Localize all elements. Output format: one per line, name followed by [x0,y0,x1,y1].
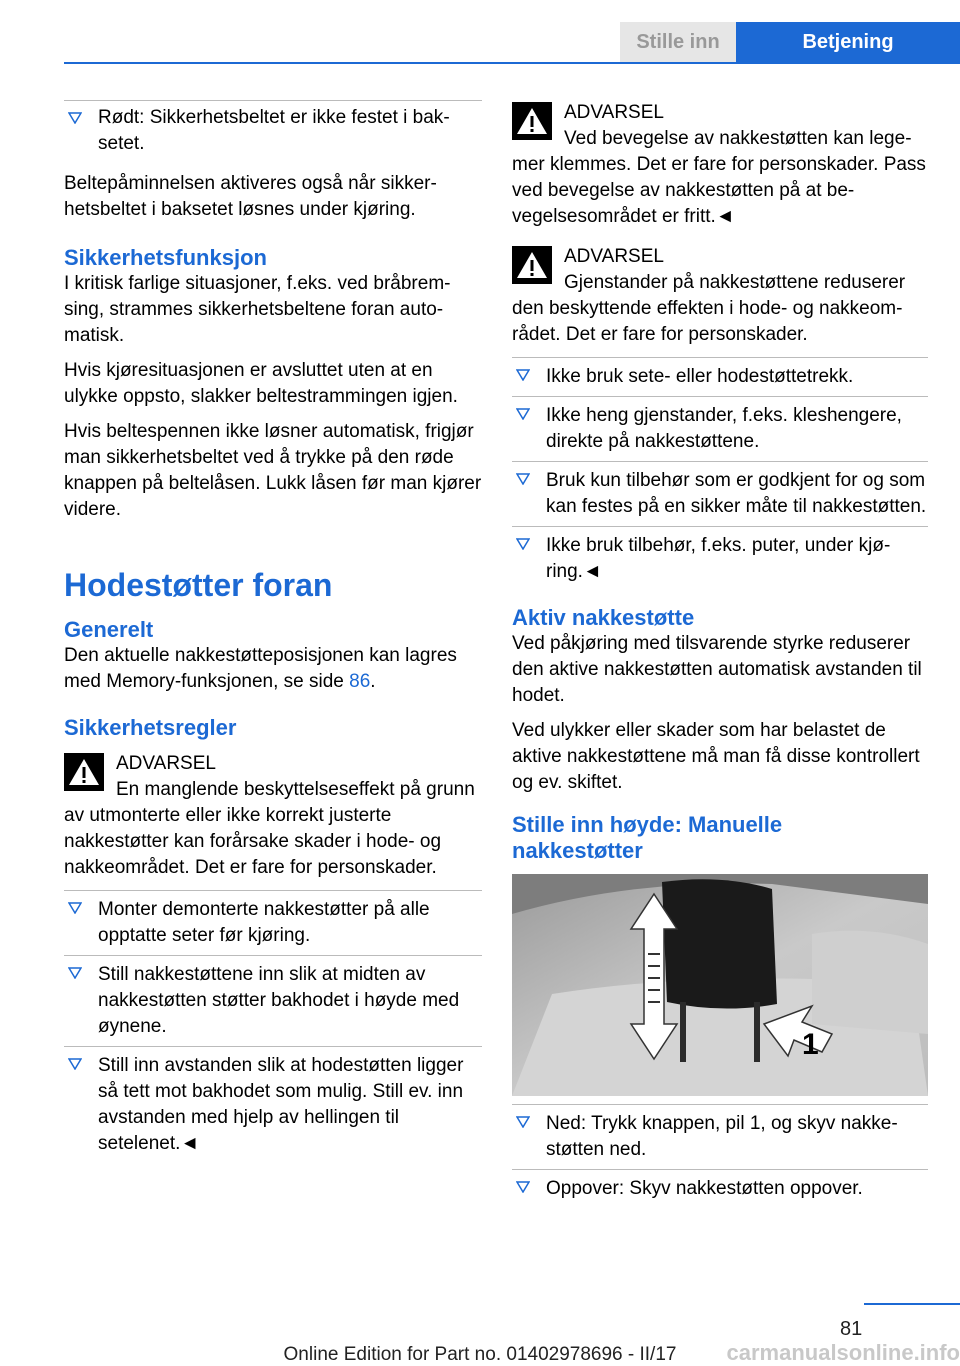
heading-aktiv-nakkestotte: Aktiv nakkestøtte [512,605,695,630]
list-item-text: Ned: Trykk knappen, pil 1, og skyv nakkestøtten ned. [546,1113,898,1160]
left-column [64,100,482,1163]
watermark: carmanualsonline.info [726,1340,960,1365]
header-divider [64,62,960,64]
triangle-bullet-icon [68,1058,82,1070]
list-item-text: Rødt: Sikkerhetsbeltet er ikke festet i baksetet. [98,107,450,154]
heading-generelt: Generelt [64,617,154,642]
warning-icon [512,102,552,140]
triangle-bullet-icon [516,408,530,420]
list-item-text: Still nakkestøttene inn slik at midten av nakkestøtten støtter bakhodet i høyde med øynene. [98,964,460,1037]
paragraph-end: . [370,671,376,692]
page-number: 81 [840,1318,863,1340]
paragraph-generelt [64,643,482,695]
paragraph: Ved påkjøring med tilsvarende styrke reduserer den aktive nakkestøtten automatisk avstanden til hodet. [512,633,922,706]
list-item-text: Ikke heng gjenstander, f.eks. kleshengere, direkte på nakkestøttene. [546,405,902,452]
paragraph: Hvis kjøresituasjonen er avsluttet uten at en ulykke oppsto, slakker beltestrammingen igjen. [64,360,458,407]
paragraph-text: Den aktuelle nakkestøtteposisjonen kan lagres med Memory-funksjonen, se side [64,645,457,692]
warning-title: ADVARSEL [564,102,664,123]
triangle-bullet-icon [516,1116,530,1128]
footer-divider [864,1303,960,1305]
list-item [64,1046,482,1163]
triangle-bullet-icon [516,473,530,485]
list-item-text: Ikke bruk tilbehør, f.eks. puter, under kjøring.◄ [546,535,891,582]
right-column [512,100,928,1208]
warning-text: Gjenstander på nakkestøttene reduserer den beskyttende effekten i hode- og nakkeområdet. Det er fare for personskader. [512,272,906,345]
paragraph: Beltepåminnelsen aktiveres også når sikkerhetsbeltet i baksetet løsnes under kjøring. [64,173,437,220]
photo-label: 1 [802,1028,819,1061]
list-item-text: Ikke bruk sete- eller hodestøttetrekk. [546,366,854,387]
list-item [512,1104,928,1169]
list-item [512,357,928,396]
paragraph: Hvis beltespennen ikke løsner automatisk, frigjør man sikkerhetsbeltet ved å trykke på den røde knappen på beltelåsen. Lukk låsen før man kjører videre. [64,421,482,520]
list-item [512,461,928,526]
warning-title: ADVARSEL [564,246,664,267]
edition-label: Online Edition for Part no. 01402978696 - II/17 [283,1344,677,1365]
triangle-bullet-icon [68,112,82,124]
triangle-bullet-icon [516,538,530,550]
list-item [64,890,482,955]
heading-hodestotter-foran: Hodestøtter foran [64,567,333,603]
paragraph: Ved ulykker eller skader som har belastet de aktive nakkestøttene må man få disse kontrollert og ev. skiftet. [512,720,920,793]
list-item [64,955,482,1046]
warning-icon [64,753,104,791]
warning-box [512,100,928,230]
list-item-text: Bruk kun tilbehør som er godkjent for og som kan festes på en sikker måte til nakkestøtten. [546,470,927,517]
list-item-text: Monter demonterte nakkestøtter på alle opptatte seter før kjøring. [98,899,430,946]
warning-box [512,244,928,348]
warning-box [64,751,482,881]
page-link[interactable]: 86 [349,671,371,692]
triangle-bullet-icon [516,1181,530,1193]
warning-title: ADVARSEL [116,753,216,774]
heading-stille-inn-hoyde: Stille inn høyde: Manuelle nakkestøtter [512,812,783,863]
list-item-text: Still inn avstanden slik at hodestøtten ligger så tett mot bakhodet som mulig. Still ev. inn avstanden med hjelp av hellingen til setelenet.◄ [98,1055,464,1154]
list-item [512,396,928,461]
triangle-bullet-icon [68,902,82,914]
heading-sikkerhetsfunksjon: Sikkerhetsfunksjon [64,245,267,270]
warning-text: Ved bevegelse av nakkestøtten kan legemer klemmes. Det er fare for personskader. Pass ved bevegelse av nakkestøtten på at bevegelsesområdet er fritt.◄ [512,128,926,227]
header-tab-active: Betjening [736,22,960,62]
list-item-text: Oppover: Skyv nakkestøtten oppover. [546,1178,863,1199]
list-item [512,1169,928,1208]
headrest-photo [512,874,928,1096]
heading-sikkerhetsregler: Sikkerhetsregler [64,715,237,740]
list-item [512,526,928,591]
paragraph: I kritisk farlige situasjoner, f.eks. ved bråbremsing, strammes sikkerhetsbeltene foran automatisk. [64,273,451,346]
triangle-bullet-icon [68,967,82,979]
list-item [64,100,482,163]
warning-icon [512,246,552,284]
warning-text: En manglende beskyttelseseffekt på grunn av utmonterte eller ikke korrekt justerte nakkestøtter kan forårsake skader i hode- og nakkeområdet. Det er fare for personskader. [64,779,475,878]
header-tab-section: Stille inn [620,22,736,62]
triangle-bullet-icon [516,369,530,381]
